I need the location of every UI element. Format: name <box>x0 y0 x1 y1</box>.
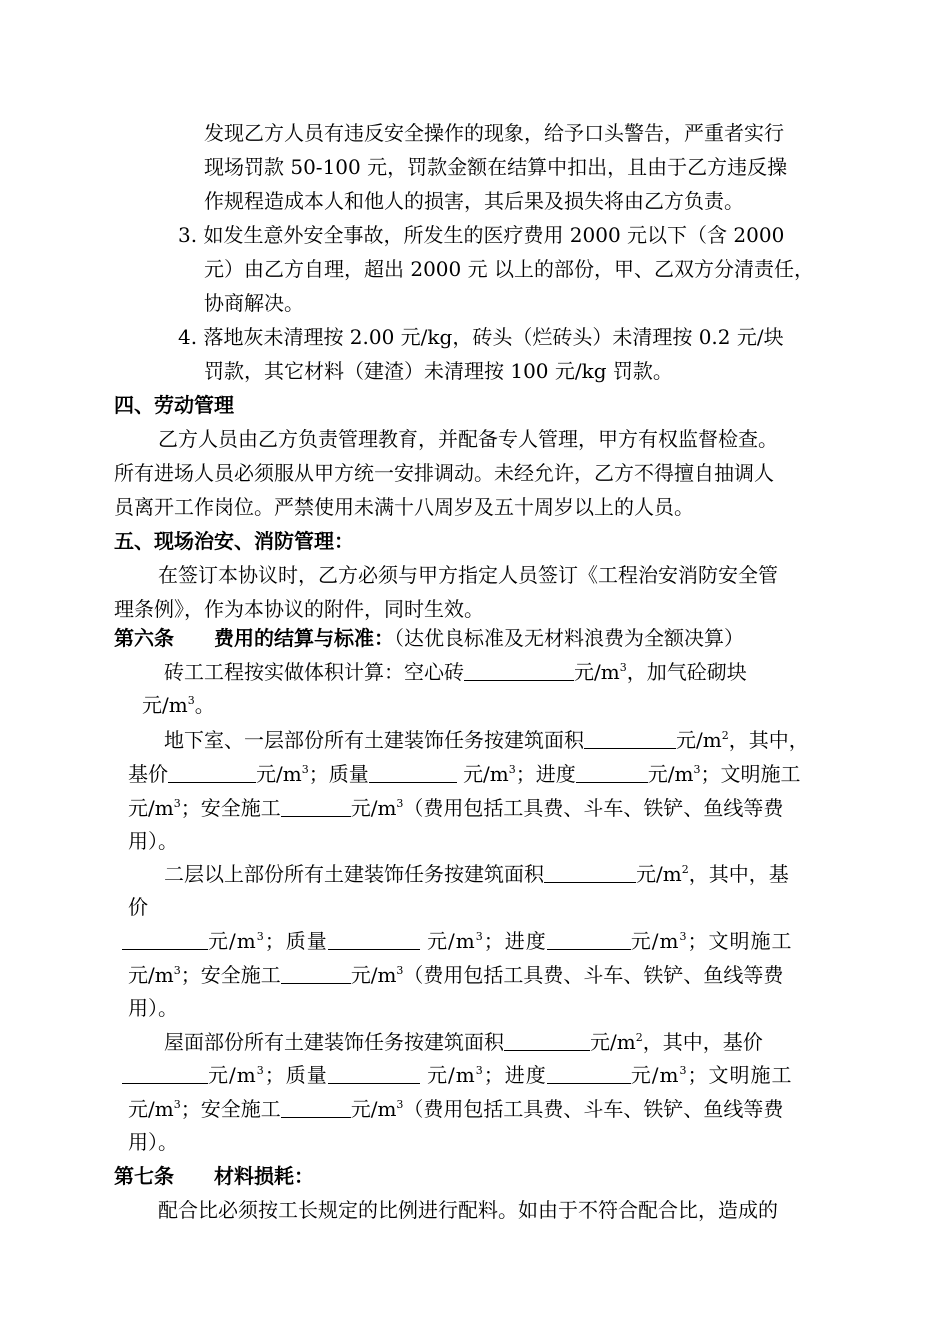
basement-line-1: 地下室、一层部份所有土建装饰任务按建筑面积 元$/m^2$，其中， <box>164 728 809 752</box>
brick-line-2: 元$/m^3$。 <box>142 693 215 717</box>
section-5-heading: 五、现场治安、消防管理： <box>114 529 354 553</box>
article-7-line-1: 配合比必须按工长规定的比例进行配料。如由于不符合配合比，造成的 <box>158 1198 778 1222</box>
article-6-heading-line <box>114 622 744 654</box>
item-3-line-2: 元）由乙方自理，超出 2000 元 以上的部份，甲、乙双方分清责任， <box>204 257 814 281</box>
article-6-note: （达优良标准及无材料浪费为全额决算） <box>394 626 744 650</box>
second-floor-safety-blank[interactable] <box>281 961 351 984</box>
second-floor-line-3: 元$/m^3$；质量 元$/m^3$；进度 元$/m^3$；文明施工 <box>122 925 792 957</box>
safety-text-line-3: 作规程造成本人和他人的损害，其后果及损失将由乙方负责。 <box>204 189 744 213</box>
basement-line-4: 用）。 <box>128 829 178 853</box>
second-floor-line-1: 二层以上部份所有土建装饰任务按建筑面积 元$/m^2$，其中，基 <box>164 862 789 886</box>
basement-base-price-blank[interactable] <box>168 760 256 783</box>
roof-progress-blank[interactable] <box>547 1061 631 1084</box>
roof-safety-blank[interactable] <box>281 1095 351 1118</box>
second-floor-progress-blank[interactable] <box>547 927 631 950</box>
section-5-line-1: 在签订本协议时，乙方必须与甲方指定人员签订《工程治安消防安全管 <box>158 563 778 587</box>
item-4-line-1: 4. 落地灰未清理按 2.00 元/kg，砖头（烂砖头）未清理按 0.2 元/块 <box>178 325 784 349</box>
roof-area-blank[interactable] <box>504 1028 590 1051</box>
roof-line-4: 用）。 <box>128 1130 178 1154</box>
second-floor-area-blank[interactable] <box>544 860 636 883</box>
roof-line-1: 屋面部份所有土建装饰任务按建筑面积 元$/m^2$，其中，基价 <box>164 1030 763 1054</box>
brick-line-1: 砖工工程按实做体积计算：空心砖 元$/m^3$，加气砼砌块 <box>164 660 747 684</box>
second-floor-line-2: 价 <box>128 895 148 919</box>
basement-area-blank[interactable] <box>584 726 676 749</box>
roof-base-price-blank[interactable] <box>122 1061 208 1084</box>
safety-text-line-1: 发现乙方人员有违反安全操作的现象，给予口头警告，严重者实行 <box>204 121 784 145</box>
basement-line-3: 元$/m^3$；安全施工 元$/m^3$（费用包括工具费、斗车、铁铲、鱼线等费 <box>128 796 784 820</box>
second-floor-quality-blank[interactable] <box>328 927 420 950</box>
section-5-line-2: 理条例》，作为本协议的附件，同时生效。 <box>114 597 484 621</box>
item-3-line-1: 3. 如发生意外安全事故，所发生的医疗费用 2000 元以下（含 2000 <box>178 223 785 247</box>
article-7-heading: 第七条 材料损耗： <box>114 1164 314 1188</box>
roof-line-3: 元$/m^3$；安全施工 元$/m^3$（费用包括工具费、斗车、铁铲、鱼线等费 <box>128 1097 784 1121</box>
section-4-line-2: 所有进场人员必须服从甲方统一安排调动。未经允许，乙方不得擅自抽调人 <box>114 461 774 485</box>
section-4-line-1: 乙方人员由乙方负责管理教育，并配备专人管理，甲方有权监督检查。 <box>158 427 778 451</box>
section-4-heading: 四、劳动管理 <box>114 393 234 417</box>
safety-text-line-2: 现场罚款 50-100 元，罚款金额在结算中扣出，且由于乙方违反操 <box>204 155 788 179</box>
second-floor-line-4: 元$/m^3$；安全施工 元$/m^3$（费用包括工具费、斗车、铁铲、鱼线等费 <box>128 963 784 987</box>
hollow-brick-blank[interactable] <box>464 658 574 681</box>
basement-line-2: 基价 元$/m^3$；质量 元$/m^3$；进度 元$/m^3$；文明施工 <box>128 762 801 786</box>
item-4-line-2: 罚款，其它材料（建渣）未清理按 100 元/kg 罚款。 <box>204 359 673 383</box>
basement-progress-blank[interactable] <box>576 760 648 783</box>
basement-quality-blank[interactable] <box>369 760 457 783</box>
article-6-heading: 第六条 费用的结算与标准： <box>114 626 394 650</box>
roof-quality-blank[interactable] <box>328 1061 420 1084</box>
basement-safety-blank[interactable] <box>281 794 351 817</box>
section-4-line-3: 员离开工作岗位。严禁使用未满十八周岁及五十周岁以上的人员。 <box>114 495 694 519</box>
roof-line-2: 元$/m^3$；质量 元$/m^3$；进度 元$/m^3$；文明施工 <box>122 1059 792 1091</box>
second-floor-line-5: 用）。 <box>128 996 178 1020</box>
second-floor-base-price-blank[interactable] <box>122 927 208 950</box>
item-3-line-3: 协商解决。 <box>204 291 304 315</box>
